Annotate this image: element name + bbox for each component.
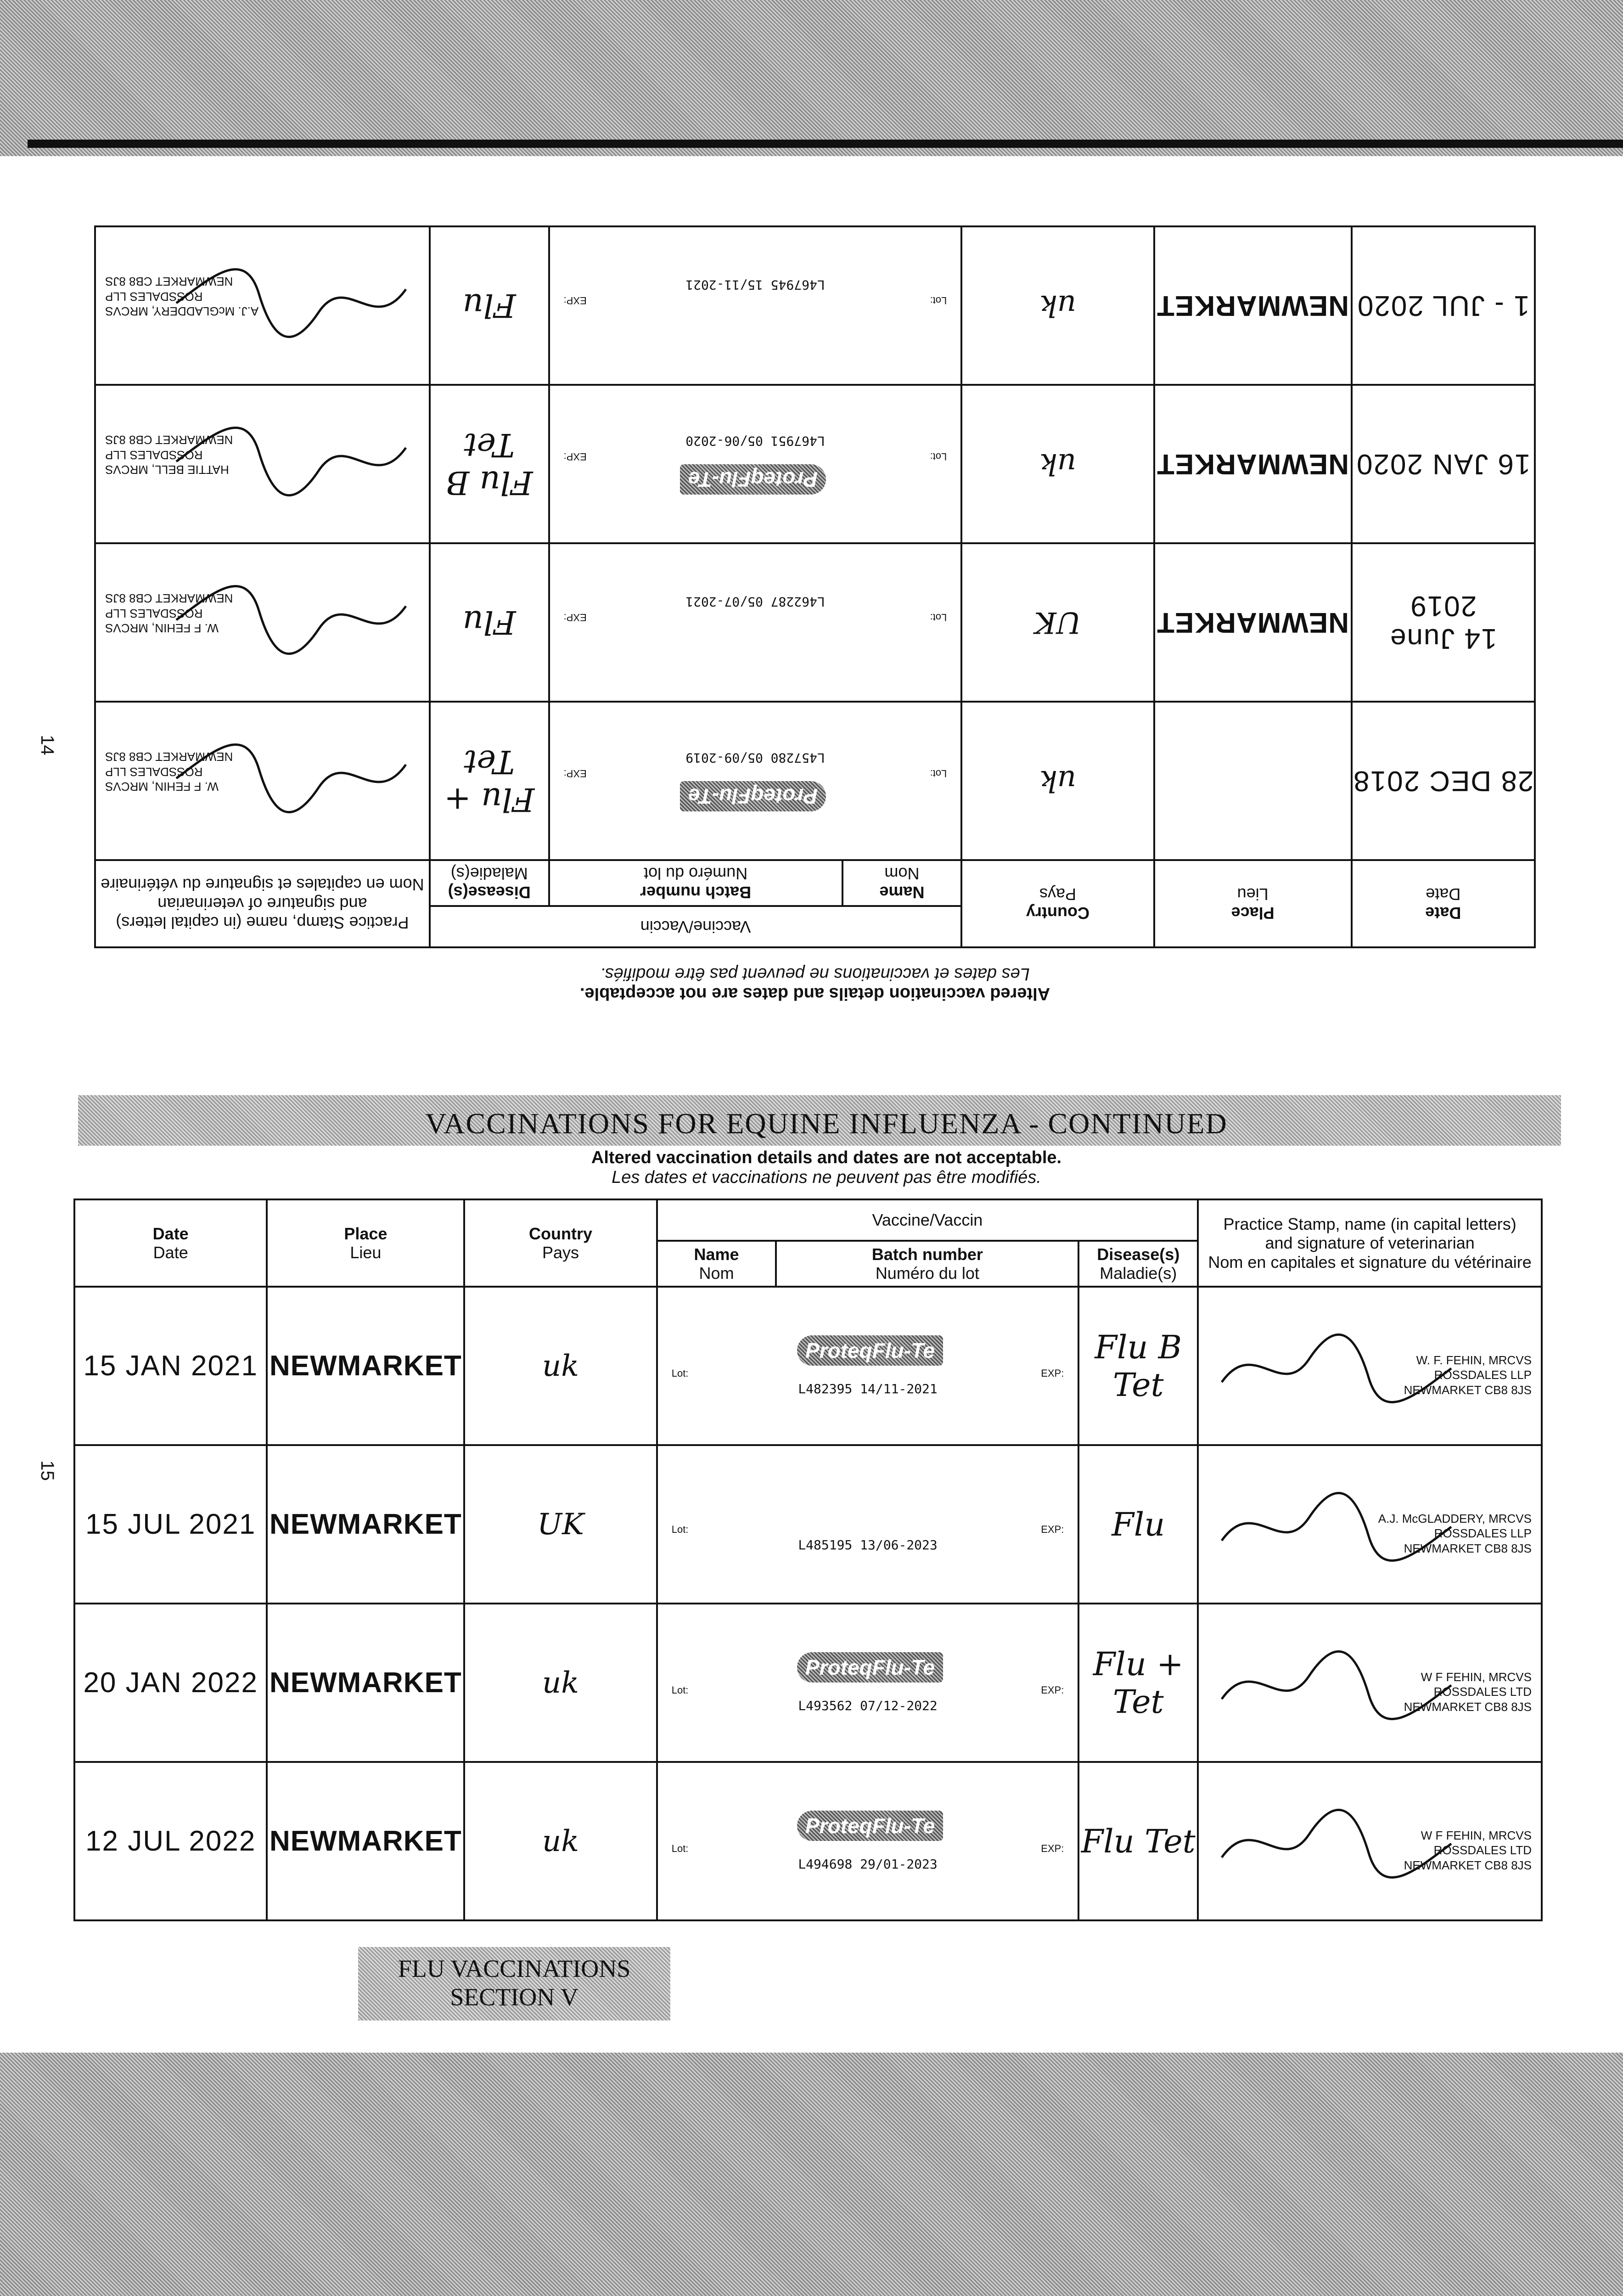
vaccination-row — [74, 1287, 1542, 1445]
col-stamp: Practice Stamp, name (in capital letters) and signature of veterinarian Nom en capitales et signature du vétérinaire — [95, 860, 430, 947]
signature-image — [1217, 1802, 1456, 1880]
lot-label: Lot: — [671, 1843, 689, 1854]
place-cell — [1154, 702, 1352, 860]
signature-image — [1217, 1644, 1456, 1722]
lot-label: Lot: — [930, 295, 947, 306]
upside-down-page — [94, 250, 1536, 1003]
signature-image — [172, 267, 410, 345]
stamp-line: ROSSDALES LTD — [1433, 1685, 1532, 1699]
vaccination-row — [95, 226, 1535, 385]
batch-number: L494698 29/01-2023 — [798, 1857, 938, 1872]
exp-label: EXP: — [563, 768, 587, 779]
lot-label: Lot: — [671, 1684, 689, 1696]
col-batch: Batch number Numéro du lot — [549, 860, 842, 906]
date-cell: 20 JAN 2022 — [74, 1604, 267, 1762]
disease-cell: Flu + Tet — [1078, 1604, 1198, 1762]
section-tag-line1: FLU VACCINATIONS — [398, 1955, 631, 1982]
disease-cell: Flu — [1078, 1445, 1198, 1604]
vaccine-sticker: ProteqFlu-Te — [680, 781, 826, 811]
stamp-line: ROSSDALES LTD — [1433, 1843, 1532, 1857]
vaccine-cell — [549, 385, 962, 543]
stamp-line: NEWMARKET CB8 8JS — [105, 275, 233, 289]
stamp-line: A.J. McGLADDERY, MRCVS — [1378, 1511, 1532, 1525]
stamp-line: NEWMARKET CB8 8JS — [1404, 1541, 1532, 1555]
stamp-line: NEWMARKET CB8 8JS — [1404, 1383, 1532, 1397]
vaccination-row — [74, 1445, 1542, 1604]
disease-cell: Flu B Tet — [430, 385, 549, 543]
exp-label: EXP: — [1041, 1524, 1064, 1535]
vaccination-row — [95, 385, 1535, 543]
place-cell: NEWMARKET — [267, 1762, 464, 1920]
signature-image — [172, 742, 410, 820]
date-cell: 15 JAN 2021 — [74, 1287, 267, 1445]
lot-label: Lot: — [671, 1367, 689, 1379]
vaccination-row — [95, 702, 1535, 860]
date-cell: 12 JUL 2022 — [74, 1762, 267, 1920]
col-country: Country Pays — [464, 1199, 657, 1287]
vaccine-sticker: ProteqFlu-Te — [797, 1811, 943, 1841]
vaccination-row — [74, 1604, 1542, 1762]
date-cell: 15 JUL 2021 — [74, 1445, 267, 1604]
stamp-cell — [95, 702, 430, 860]
stamp-line: W. F. FEHIN, MRCVS — [1416, 1353, 1532, 1367]
stamp-line: HATTIE BELL, MRCVS — [105, 463, 229, 477]
col-date: Date Date — [1352, 860, 1535, 947]
vaccine-sticker: ProteqFlu-Te — [797, 1652, 943, 1683]
lot-label: Lot: — [671, 1524, 689, 1535]
lot-label: Lot: — [930, 451, 947, 462]
vaccination-row — [74, 1762, 1542, 1920]
notice-fr: Les dates et vaccinations ne peuvent pas être modifiés. — [600, 964, 1030, 984]
stamp-line: ROSSDALES LLP — [105, 448, 203, 462]
country-cell: uk — [464, 1604, 657, 1762]
notice-en: Altered vaccination details and dates are not acceptable. — [579, 984, 1050, 1003]
signature-image — [1217, 1486, 1456, 1564]
date-cell: 16 JAN 2020 — [1352, 385, 1535, 543]
scan-border-top — [0, 0, 1623, 156]
notice — [321, 1148, 1331, 1187]
col-name: Name Nom — [657, 1241, 776, 1287]
vaccination-row — [95, 543, 1535, 702]
vaccine-cell — [657, 1287, 1079, 1445]
stamp-cell — [95, 543, 430, 702]
vaccination-table-upside-down — [94, 225, 1536, 948]
exp-label: EXP: — [563, 451, 587, 462]
section-tag — [358, 1947, 670, 2020]
lot-label: Lot: — [930, 612, 947, 623]
date-cell: 14 June 2019 — [1352, 543, 1535, 702]
exp-label: EXP: — [1041, 1367, 1064, 1379]
stamp-line: NEWMARKET CB8 8JS — [1404, 1858, 1532, 1872]
stamp-line: ROSSDALES LLP — [105, 606, 203, 620]
col-disease: Disease(s) Maladie(s) — [1078, 1241, 1198, 1287]
page-title: VACCINATIONS FOR EQUINE INFLUENZA - CONTINUED — [425, 1107, 1228, 1140]
exp-label: EXP: — [1041, 1843, 1064, 1854]
batch-number: L467951 05/06-2020 — [685, 433, 825, 449]
stamp-line: A.J. McGLADDERY, MRCVS — [105, 304, 259, 319]
exp-label: EXP: — [1041, 1684, 1064, 1696]
col-place: Place Lieu — [1154, 860, 1352, 947]
stamp-cell — [1198, 1762, 1542, 1920]
page-number-left: 14 — [37, 735, 57, 755]
date-cell: 28 DEC 2018 — [1352, 702, 1535, 860]
signature-image — [172, 584, 410, 662]
country-cell: uk — [464, 1287, 657, 1445]
lot-label: Lot: — [930, 768, 947, 779]
col-stamp: Practice Stamp, name (in capital letters) and signature of veterinarian Nom en capitales et signature du vétérinaire — [1198, 1199, 1542, 1287]
stamp-line: ROSSDALES LLP — [1434, 1526, 1532, 1541]
batch-number: L485195 13/06-2023 — [798, 1537, 938, 1553]
country-cell: uk — [464, 1762, 657, 1920]
col-country: Country Pays — [961, 860, 1154, 947]
section-tag-line2: SECTION V — [450, 1983, 578, 2011]
col-batch: Batch number Numéro du lot — [776, 1241, 1078, 1287]
stamp-line: W F FEHIN, MRCVS — [1421, 1670, 1532, 1684]
stamp-line: NEWMARKET CB8 8JS — [105, 433, 233, 447]
country-cell: uk — [961, 226, 1154, 385]
vaccine-cell — [549, 226, 962, 385]
vaccination-table — [73, 1199, 1543, 1921]
country-cell: UK — [464, 1445, 657, 1604]
vaccine-cell — [549, 543, 962, 702]
stamp-cell — [1198, 1604, 1542, 1762]
col-disease: Disease(s) Maladie(s) — [430, 860, 549, 906]
col-place: Place Lieu — [267, 1199, 464, 1287]
scan-border-bottom — [0, 2053, 1623, 2296]
batch-number: L462287 05/07-2021 — [685, 594, 825, 609]
col-name: Name Nom — [842, 860, 962, 906]
stamp-line: ROSSDALES LLP — [105, 765, 203, 779]
exp-label: EXP: — [563, 295, 587, 306]
batch-number: L467945 15/11-2021 — [685, 277, 825, 293]
stamp-cell — [95, 385, 430, 543]
stamp-line: ROSSDALES LLP — [105, 289, 203, 304]
batch-number: L482395 14/11-2021 — [798, 1381, 938, 1396]
place-cell: NEWMARKET — [267, 1445, 464, 1604]
stamp-cell — [1198, 1287, 1542, 1445]
vaccine-cell — [657, 1762, 1079, 1920]
batch-number: L457280 05/09-2019 — [685, 750, 825, 765]
vaccine-cell — [657, 1445, 1079, 1604]
place-cell: NEWMARKET — [267, 1604, 464, 1762]
vaccine-sticker: ProteqFlu-Te — [797, 1335, 943, 1366]
stamp-cell — [95, 226, 430, 385]
stamp-line: NEWMARKET CB8 8JS — [1404, 1699, 1532, 1714]
page-number-right: 15 — [37, 1460, 57, 1481]
stamp-line: W. F FEHIN, MRCVS — [105, 621, 219, 636]
country-cell: UK — [961, 543, 1154, 702]
disease-cell: Flu Tet — [1078, 1762, 1198, 1920]
disease-cell: Flu + Tet — [430, 702, 549, 860]
date-cell: 1 - JUL 2020 — [1352, 226, 1535, 385]
stamp-line: W F FEHIN, MRCVS — [1421, 1828, 1532, 1842]
stamp-line: NEWMARKET CB8 8JS — [105, 591, 233, 606]
vaccine-cell — [549, 702, 962, 860]
notice-en: Altered vaccination details and dates are not acceptable. — [591, 1148, 1062, 1167]
signature-image — [1217, 1327, 1456, 1405]
notice-upside-down — [94, 964, 1536, 1003]
batch-number: L493562 07/12-2022 — [798, 1698, 938, 1713]
col-vaccine: Vaccine/Vaccin — [430, 906, 961, 947]
stamp-line: NEWMARKET CB8 8JS — [105, 750, 233, 764]
stamp-cell — [1198, 1445, 1542, 1604]
country-cell: uk — [961, 702, 1154, 860]
col-date: Date Date — [74, 1199, 267, 1287]
place-cell: NEWMARKET — [1154, 226, 1352, 385]
place-cell: NEWMARKET — [267, 1287, 464, 1445]
place-cell: NEWMARKET — [1154, 385, 1352, 543]
disease-cell: Flu — [430, 226, 549, 385]
stamp-line: ROSSDALES LLP — [1434, 1368, 1532, 1382]
stamp-line: W. F FEHIN, MRCVS — [105, 780, 219, 794]
vaccine-sticker: ProteqFlu-Te — [680, 464, 826, 495]
vaccine-cell — [657, 1604, 1079, 1762]
country-cell: uk — [961, 385, 1154, 543]
disease-cell: Flu B Tet — [1078, 1287, 1198, 1445]
signature-image — [172, 425, 410, 503]
disease-cell: Flu — [430, 543, 549, 702]
place-cell: NEWMARKET — [1154, 543, 1352, 702]
notice-fr: Les dates et vaccinations ne peuvent pas être modifiés. — [612, 1168, 1041, 1187]
col-vaccine: Vaccine/Vaccin — [657, 1199, 1198, 1241]
exp-label: EXP: — [563, 612, 587, 623]
